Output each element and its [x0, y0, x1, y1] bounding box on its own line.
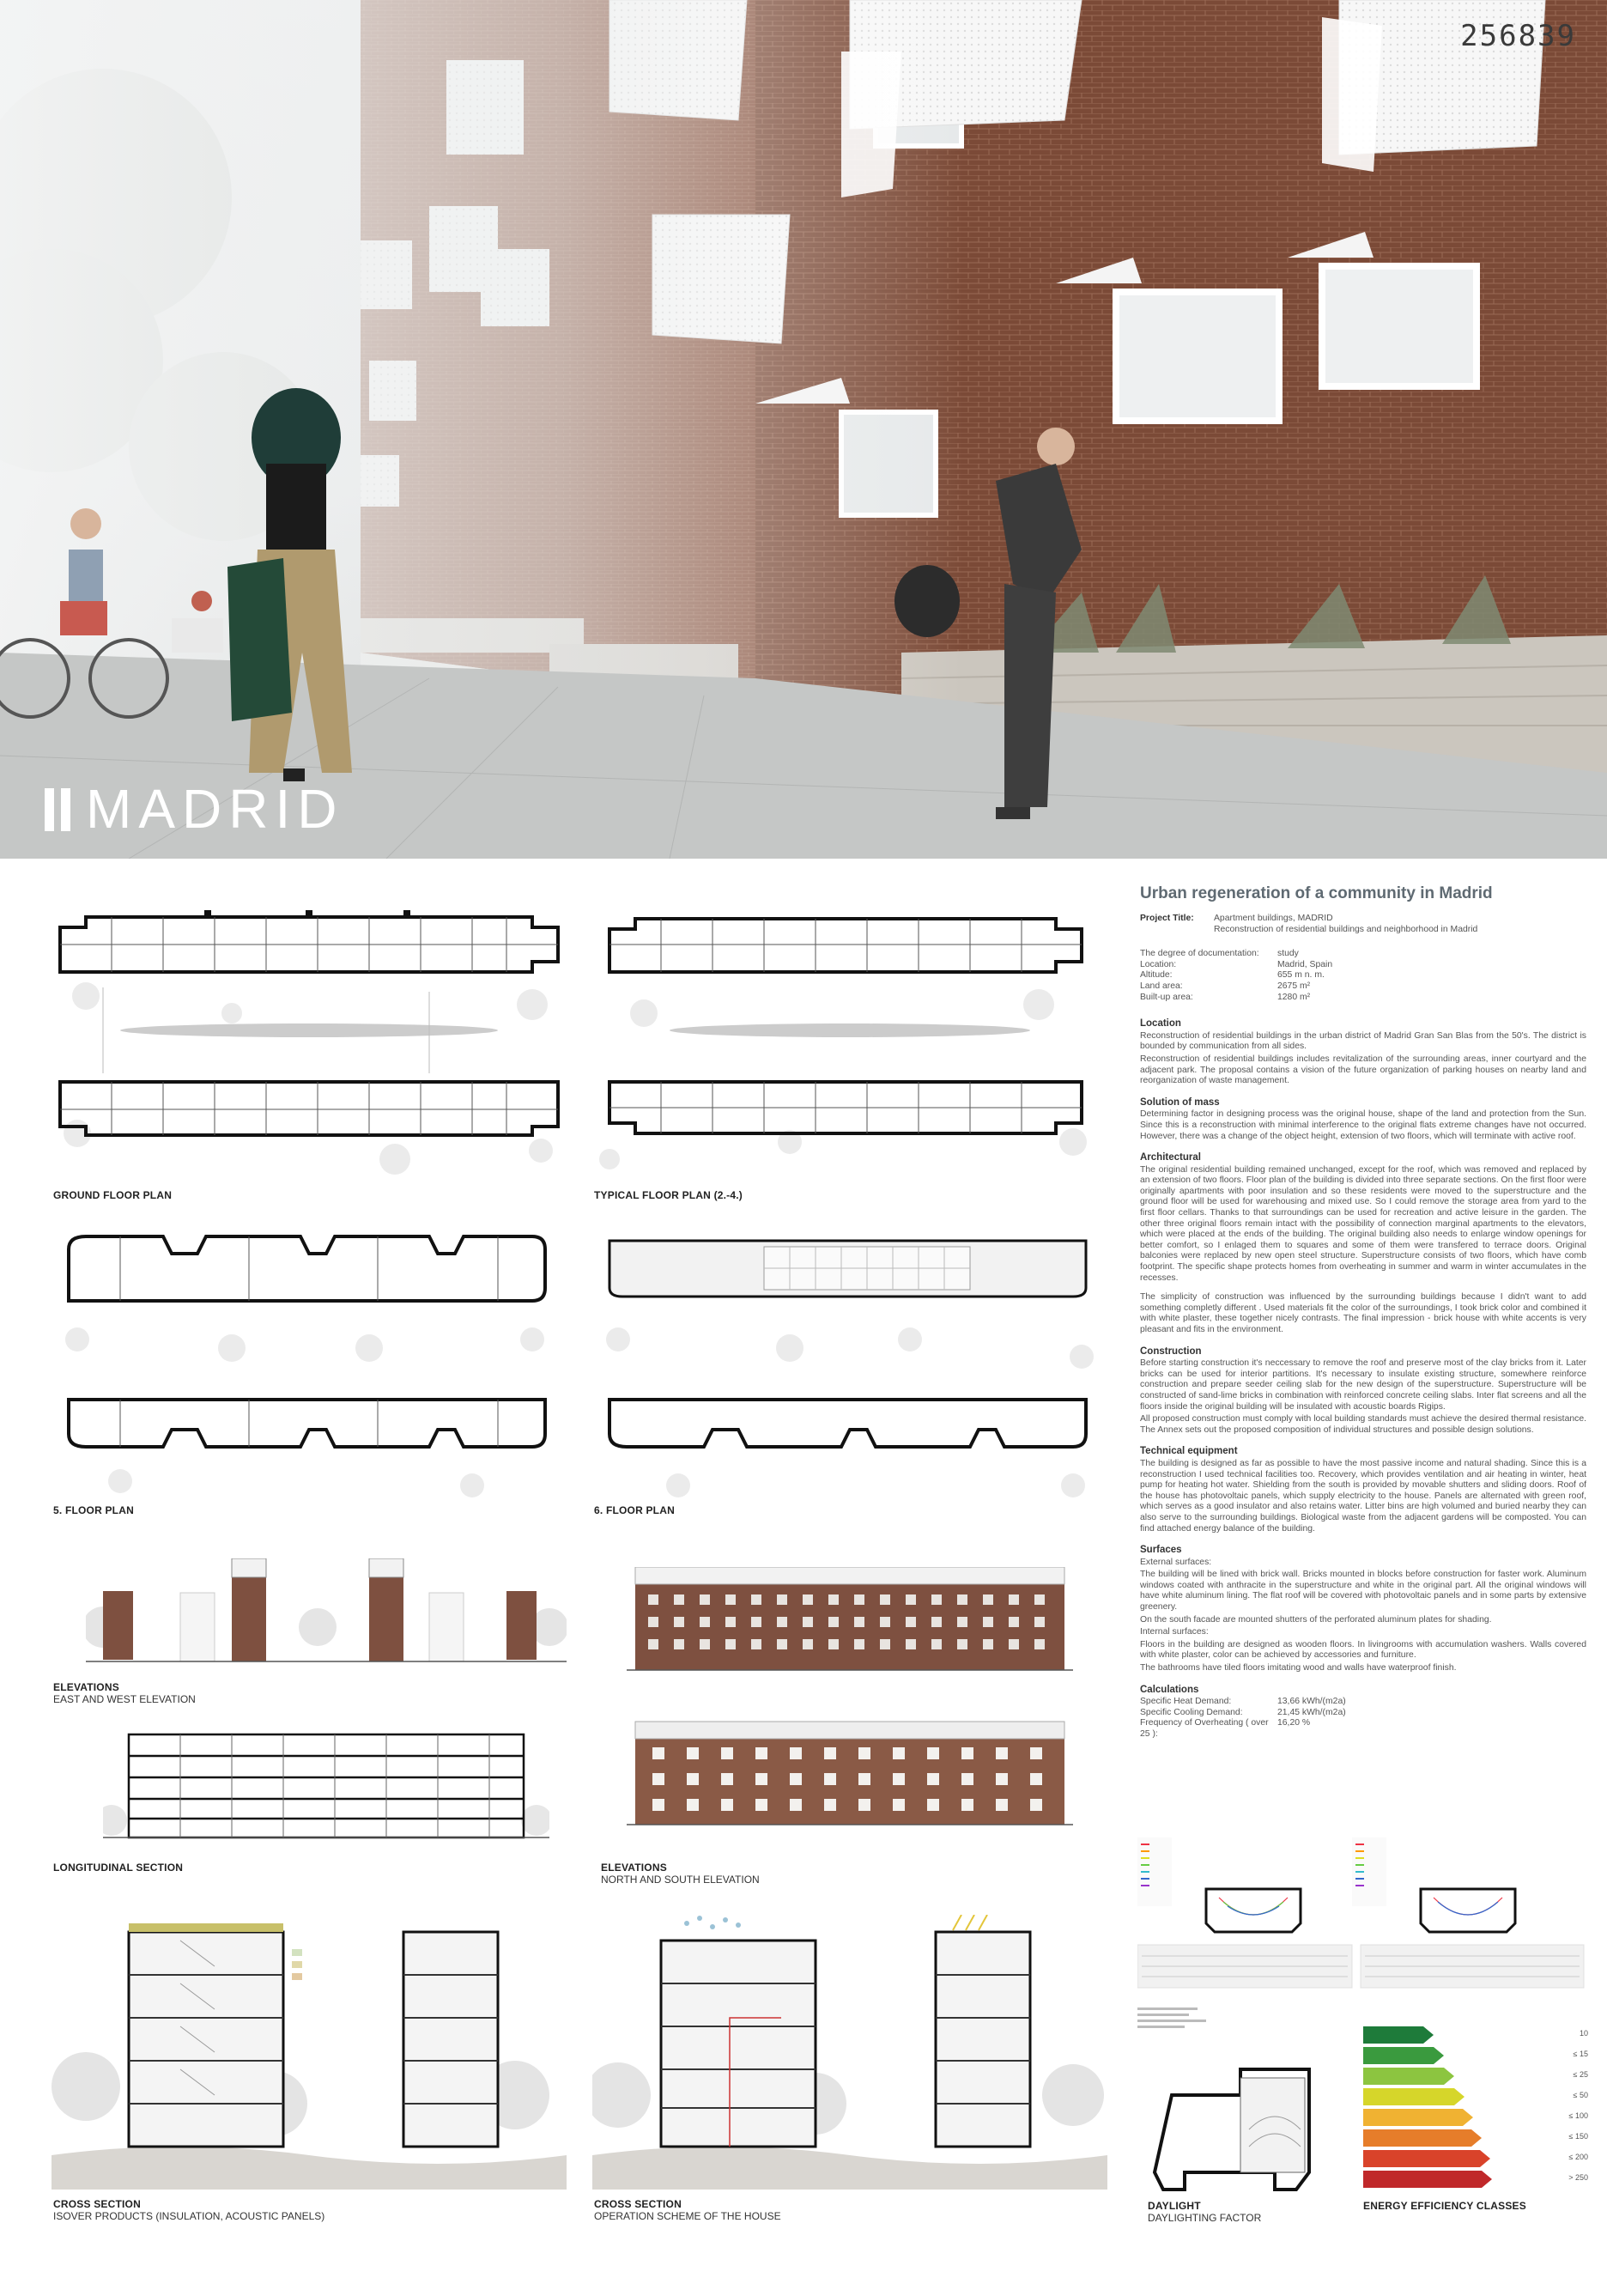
- calc-row: [1140, 1708, 1586, 1719]
- poster-number: 256839: [1460, 19, 1576, 53]
- fifth-floor-plan-label: 5. FLOOR PLAN: [53, 1504, 134, 1516]
- surfaces-heading: Surfaces: [1140, 1545, 1182, 1556]
- surfaces-paragraph: Floors in the building are designed as wooden floors. In livingrooms with accumulation washers. Walls covered with white plaster, color can be achieved by accessories and furniture.: [1140, 1639, 1586, 1661]
- project-title-row: [1140, 914, 1586, 925]
- calc-row: [1140, 1697, 1586, 1708]
- location-paragraph: Reconstruction of residential buildings in the urban district of Madrid Gran San Blas from the 50's. The district is bounded by communication from all sides.: [1140, 1030, 1586, 1052]
- energy-levels: [1528, 2023, 1588, 2188]
- detail-value: 1280 m²: [1277, 992, 1311, 1002]
- title-bars-icon: [45, 788, 76, 831]
- architectural-heading: Architectural: [1140, 1152, 1201, 1163]
- surfaces-paragraph: The bathrooms have tiled floors imitating wood and walls have waterproof finish.: [1140, 1663, 1457, 1673]
- cross-section-b-title: CROSS SECTION: [594, 2198, 682, 2210]
- detail-key: Land area:: [1140, 981, 1183, 991]
- thermal-simulation-diagrams: [1137, 1837, 1592, 1992]
- construction-paragraph: All proposed construction must comply with local building standards must achieve the desired thermal resistance. The Annex sets out the proposed composition of individual structures and possible design solutions.: [1140, 1414, 1586, 1435]
- energy-level-label: ≤ 25: [1573, 2070, 1588, 2079]
- ground-floor-plan-label: GROUND FLOOR PLAN: [53, 1189, 173, 1201]
- hero-title: MADRID: [86, 778, 344, 840]
- project-description: [1140, 884, 1586, 1740]
- typical-floor-plan-label: TYPICAL FLOOR PLAN (2.-4.): [594, 1189, 743, 1201]
- longitudinal-section-label: LONGITUDINAL SECTION: [53, 1862, 184, 1874]
- longitudinal-section-drawing: [103, 1717, 549, 1855]
- location-heading: Location: [1140, 1018, 1181, 1030]
- detail-key: The degree of documentation:: [1140, 949, 1259, 959]
- detail-row: [1140, 970, 1586, 981]
- calc-key: Frequency of Overheating ( over 25 ):: [1140, 1718, 1269, 1739]
- east-west-elevation-subtitle: EAST AND WEST ELEVATION: [53, 1693, 196, 1705]
- detail-value: 2675 m²: [1277, 981, 1311, 991]
- hero-illustration: [0, 0, 1607, 859]
- detail-key: Altitude:: [1140, 970, 1173, 981]
- east-west-elevation-title: ELEVATIONS: [53, 1681, 119, 1693]
- architectural-paragraph: The simplicity of construction was influenced by the surrounding buildings because I didn't want to add something completly different . Used materials fit the color of the surroundings, I took brick color and combined it with white plaster, these together nicely contrasts. The final impression - brick house with white accents is very pleasant and fits in the environment.: [1140, 1292, 1586, 1334]
- sixth-floor-plan-label: 6. FLOOR PLAN: [594, 1504, 675, 1516]
- north-south-elevation-subtitle: NORTH AND SOUTH ELEVATION: [601, 1874, 760, 1886]
- calc-value: 21,45 kWh/(m2a): [1277, 1707, 1346, 1717]
- mass-heading: Solution of mass: [1140, 1096, 1220, 1108]
- energy-level-label: ≤ 15: [1573, 2050, 1588, 2058]
- detail-value: study: [1277, 949, 1299, 959]
- east-west-elevation-drawing: [86, 1558, 567, 1674]
- mass-paragraph: Determining factor in designing process was the original house, shape of the land and protection from the Sun. Since this is a reconstruction with minimal interference to the original flats extreme changes have not occurred. However, there was a change of the object height, extension of two floors, which will terminate with active roof.: [1140, 1109, 1586, 1141]
- project-title-value: Apartment buildings, MADRID: [1214, 914, 1333, 923]
- surfaces-paragraph: On the south facade are mounted shutters of the perforated aluminum plates for shading.: [1140, 1614, 1492, 1625]
- detail-row: [1140, 960, 1586, 971]
- surfaces-paragraph: The building will be lined with brick wall. Bricks mounted in blocks before construction for faster work. Aluminum windows coated with anthracite in the superstructure and white in the original part. All the original windows will have white aluminum lining. The flat roof will be covered with photovoltaic panels and in some parts by extensive greenery.: [1140, 1570, 1586, 1613]
- energy-efficiency-title: ENERGY EFFICIENCY CLASSES: [1363, 2200, 1526, 2212]
- cross-section-b-subtitle: OPERATION SCHEME OF THE HOUSE: [594, 2210, 781, 2222]
- energy-level-label: 10: [1579, 2029, 1588, 2038]
- cross-section-a-title: CROSS SECTION: [53, 2198, 141, 2210]
- calc-value: 13,66 kWh/(m2a): [1277, 1697, 1346, 1707]
- architectural-paragraph: The original residential building remained unchanged, except for the roof, which was removed and replaced by an extension of two floors. Floor plan of the building is divided into three separate sections. On the first floor were originally apartments with poor insulation and so these residents were moved to the superstructure and the ground floor will be used for warehousing and mixed use. So I could remove the storage area from yard to the first floor cellars. Thanks to that surroundings can be used for recreation and active leisure in the garden. The other three original floors remain intact with the possibility of connection marginal apartments to the elevators, which were placed at the ends of the building. The original building also needs to enlarge window openings for better comfort, so I enlaged them to squares and some of them were transfered to terrace doors. Original balconies were replaced by new open steel structure. Superstructure consists of two floors, which have comb footprint. The specific shape protects homes from overheating in summer and warm in winter accumulates in the recesses.: [1140, 1164, 1586, 1283]
- project-title-label: Project Title:: [1140, 914, 1194, 923]
- calc-key: Specific Cooling Demand:: [1140, 1707, 1243, 1717]
- surfaces-subheading: External surfaces:: [1140, 1557, 1212, 1567]
- location-paragraph: Reconstruction of residential buildings includes revitalization of the surrounding areas, inner courtyard and the adjacent park. The proposal contains a vision of the future organization of parking houses on nearby land and reorganization of waste management.: [1140, 1054, 1586, 1086]
- construction-paragraph: Before starting construction it's neccessary to remove the roof and preserve most of the clay bricks from it. Later bricks can be used for interior partitions. It's necessary to insulate existing structure, somewhere reinforce construction and prepare seeder ceiling slab for the new design of the superstructure. Superstructure will be constructed of sand-lime bricks in combination with reinforced concrete ceiling slabs. Inter flat screens and all the floors inside the original building will be insulated with acoustic boards Rigips.: [1140, 1358, 1586, 1412]
- typical-floor-plan-drawing: [592, 910, 1107, 1185]
- detail-value: 655 m n. m.: [1277, 970, 1325, 981]
- surfaces-subheading: Internal surfaces:: [1140, 1627, 1209, 1637]
- energy-level-label: ≤ 200: [1568, 2153, 1588, 2161]
- north-south-elevation-title: ELEVATIONS: [601, 1862, 667, 1874]
- cross-section-a-subtitle: ISOVER PRODUCTS (INSULATION, ACOUSTIC PANELS): [53, 2210, 325, 2222]
- energy-level-label: ≤ 50: [1573, 2091, 1588, 2099]
- detail-key: Built-up area:: [1140, 992, 1193, 1002]
- cross-section-operation-drawing: [592, 1915, 1107, 2190]
- detail-key: Location:: [1140, 959, 1177, 969]
- calc-value: 16,20 %: [1277, 1718, 1311, 1728]
- detail-value: Madrid, Spain: [1277, 959, 1333, 969]
- calc-key: Specific Heat Demand:: [1140, 1697, 1232, 1707]
- energy-level-label: ≤ 100: [1568, 2111, 1588, 2120]
- construction-heading: Construction: [1140, 1345, 1202, 1357]
- north-south-elevation-drawing: [627, 1567, 1073, 1842]
- detail-row: [1140, 949, 1586, 960]
- hero-render: [0, 0, 1607, 859]
- calc-row: [1140, 1718, 1586, 1740]
- cross-section-isover-drawing: [52, 1915, 567, 2190]
- daylight-factor-drawing: [1137, 2001, 1326, 2198]
- technical-heading: Technical equipment: [1140, 1446, 1238, 1457]
- daylight-subtitle: DAYLIGHTING FACTOR: [1148, 2212, 1262, 2224]
- project-title-subvalue: Reconstruction of residential buildings and neighborhood in Madrid: [1214, 924, 1478, 934]
- energy-efficiency-bars: [1363, 2026, 1492, 2190]
- main-title: Urban regeneration of a community in Madrid: [1140, 884, 1493, 902]
- energy-level-label: > 250: [1568, 2173, 1588, 2182]
- energy-level-label: ≤ 150: [1568, 2132, 1588, 2141]
- technical-paragraph: The building is designed as far as possible to have the most passive income and natural shading. Since this is a reconstruction I used technical facilities too. Recovery, which provides ventilation and air heating in winter, heat pump for heating hot water. Shielding from the south is provided by movable shutters and sliding doors. Roof of the house has photovoltaic panels, which supply electricity to the house. Panels are alternated with green roof, which serves as a good insulator and also retains water. Litter bins are high volumed and buried nearby they can also serve to the surrounding buildings. Biological waste from the adjacent gardens will be composted. You can find attached energy balance of the building.: [1140, 1458, 1586, 1534]
- calculations-heading: Calculations: [1140, 1684, 1199, 1695]
- daylight-title: DAYLIGHT: [1148, 2200, 1201, 2212]
- fifth-floor-plan-drawing: [52, 1228, 567, 1503]
- project-title-row-2: [1140, 925, 1586, 936]
- sixth-floor-plan-drawing: [592, 1228, 1107, 1503]
- ground-floor-plan-drawing: [52, 910, 567, 1185]
- detail-row: [1140, 993, 1586, 1004]
- detail-row: [1140, 981, 1586, 993]
